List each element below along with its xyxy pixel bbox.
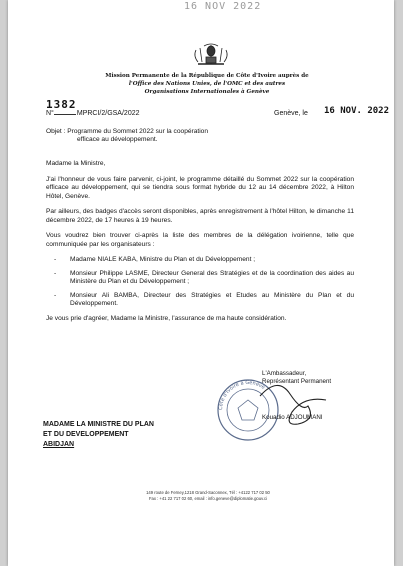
reference-line bbox=[46, 110, 140, 117]
delegate-3: Monsieur Ali BAMBA, Directeur des Stratégies et Etudes au Ministère du Plan et du Développement. bbox=[70, 291, 354, 307]
letterhead bbox=[58, 72, 356, 96]
delegate-1: Madame NIALE KABA, Ministre du Plan et du Développement ; bbox=[70, 256, 256, 263]
list-item: - Madame NIALE KABA, Ministre du Plan et du Développement ; bbox=[54, 256, 256, 263]
paragraph-badges: Par ailleurs, des badges d'accès seront disponibles, après enregistrement à l'hôtel Hilton, le dimanche 11 décembre 2022, de 17 heures à 19 heures. bbox=[46, 208, 354, 224]
list-item: - Monsieur Ali BAMBA, Directeur des Stratégies et Etudes au Ministère du Plan et du Développement. bbox=[54, 291, 354, 307]
reference-number: 1382 bbox=[46, 98, 77, 111]
recipient-block bbox=[43, 420, 154, 450]
footer-address bbox=[88, 490, 328, 502]
letterhead-line-2: l'Office des Nations Unies, de l'OMC et des autres bbox=[128, 81, 286, 87]
recipient-line-1: MADAME LA MINISTRE DU PLAN bbox=[43, 421, 154, 428]
subject-line-2: efficace au développement. bbox=[77, 136, 158, 144]
footer-line-2: Fax : +41 22 717 02 60, email : info.geneve@diplomatie.gouv.ci bbox=[148, 496, 268, 501]
letterhead-line-3: Organisations Internationales à Genève bbox=[144, 89, 270, 95]
signatory-name: Kouadio ADJOUMANI bbox=[262, 414, 323, 421]
paragraph-programme: J'ai l'honneur de vous faire parvenir, ci-joint, le programme détaillé du Sommet 2022 sur la coopération efficace au développement, qui se tiendra sous format hybride du 12 au 14 décembre 2022, à Hilton Hôtel, Genève. bbox=[46, 175, 354, 200]
letter-body bbox=[46, 160, 354, 330]
letterhead-line-1: Mission Permanente de la République de Côte d'Ivoire auprès de bbox=[105, 73, 309, 79]
reference-code: MPRCI/2/GSA/2022 bbox=[76, 110, 140, 117]
seal-text: Côte d'Ivoire à Genève bbox=[217, 379, 266, 411]
subject-label: Objet : bbox=[46, 128, 66, 135]
signatory-title bbox=[262, 370, 331, 386]
footer-line-1: 149 route de Ferney,1218 Grand-Saconnex, Tél : +4122 717 02 50 bbox=[146, 490, 270, 495]
salutation: Madame la Ministre, bbox=[46, 160, 106, 167]
recipient-city: ABIDJAN bbox=[43, 441, 75, 448]
closing: Je vous prie d'agréer, Madame la Ministre, l'assurance de ma haute considération. bbox=[46, 314, 287, 322]
received-date-stamp: 16 NOV 2022 bbox=[184, 1, 262, 12]
delegate-2: Monsieur Philippe LASME, Directeur General des Stratégies et de la coordination des aides au Ministère du Plan et du Développement ; bbox=[70, 269, 354, 285]
signatory-title-1: L'Ambassadeur, bbox=[262, 370, 307, 377]
letter-page bbox=[8, 0, 394, 566]
signatory-title-2: Représentant Permanent bbox=[262, 378, 332, 385]
subject-line-1: Programme du Sommet 2022 sur la coopération bbox=[67, 128, 209, 135]
subject-block bbox=[46, 128, 256, 145]
reference-blank bbox=[54, 114, 76, 115]
recipient-line-2: ET DU DEVELOPPEMENT bbox=[43, 431, 129, 438]
list-item: - Monsieur Philippe LASME, Directeur General des Stratégies et de la coordination des aides au Ministère du Plan et du Développement ; bbox=[54, 269, 354, 285]
place-label: Genève, le bbox=[274, 110, 308, 117]
reference-prefix: N° bbox=[46, 110, 54, 117]
delegation-list bbox=[46, 256, 354, 309]
date-stamp: 16 NOV. 2022 bbox=[324, 106, 390, 116]
paragraph-delegation-intro: Vous voudrez bien trouver ci-après la liste des membres de la délégation ivoirienne, telle que communiquée par les organisateurs : bbox=[46, 232, 354, 248]
coat-of-arms-emblem bbox=[190, 42, 232, 68]
